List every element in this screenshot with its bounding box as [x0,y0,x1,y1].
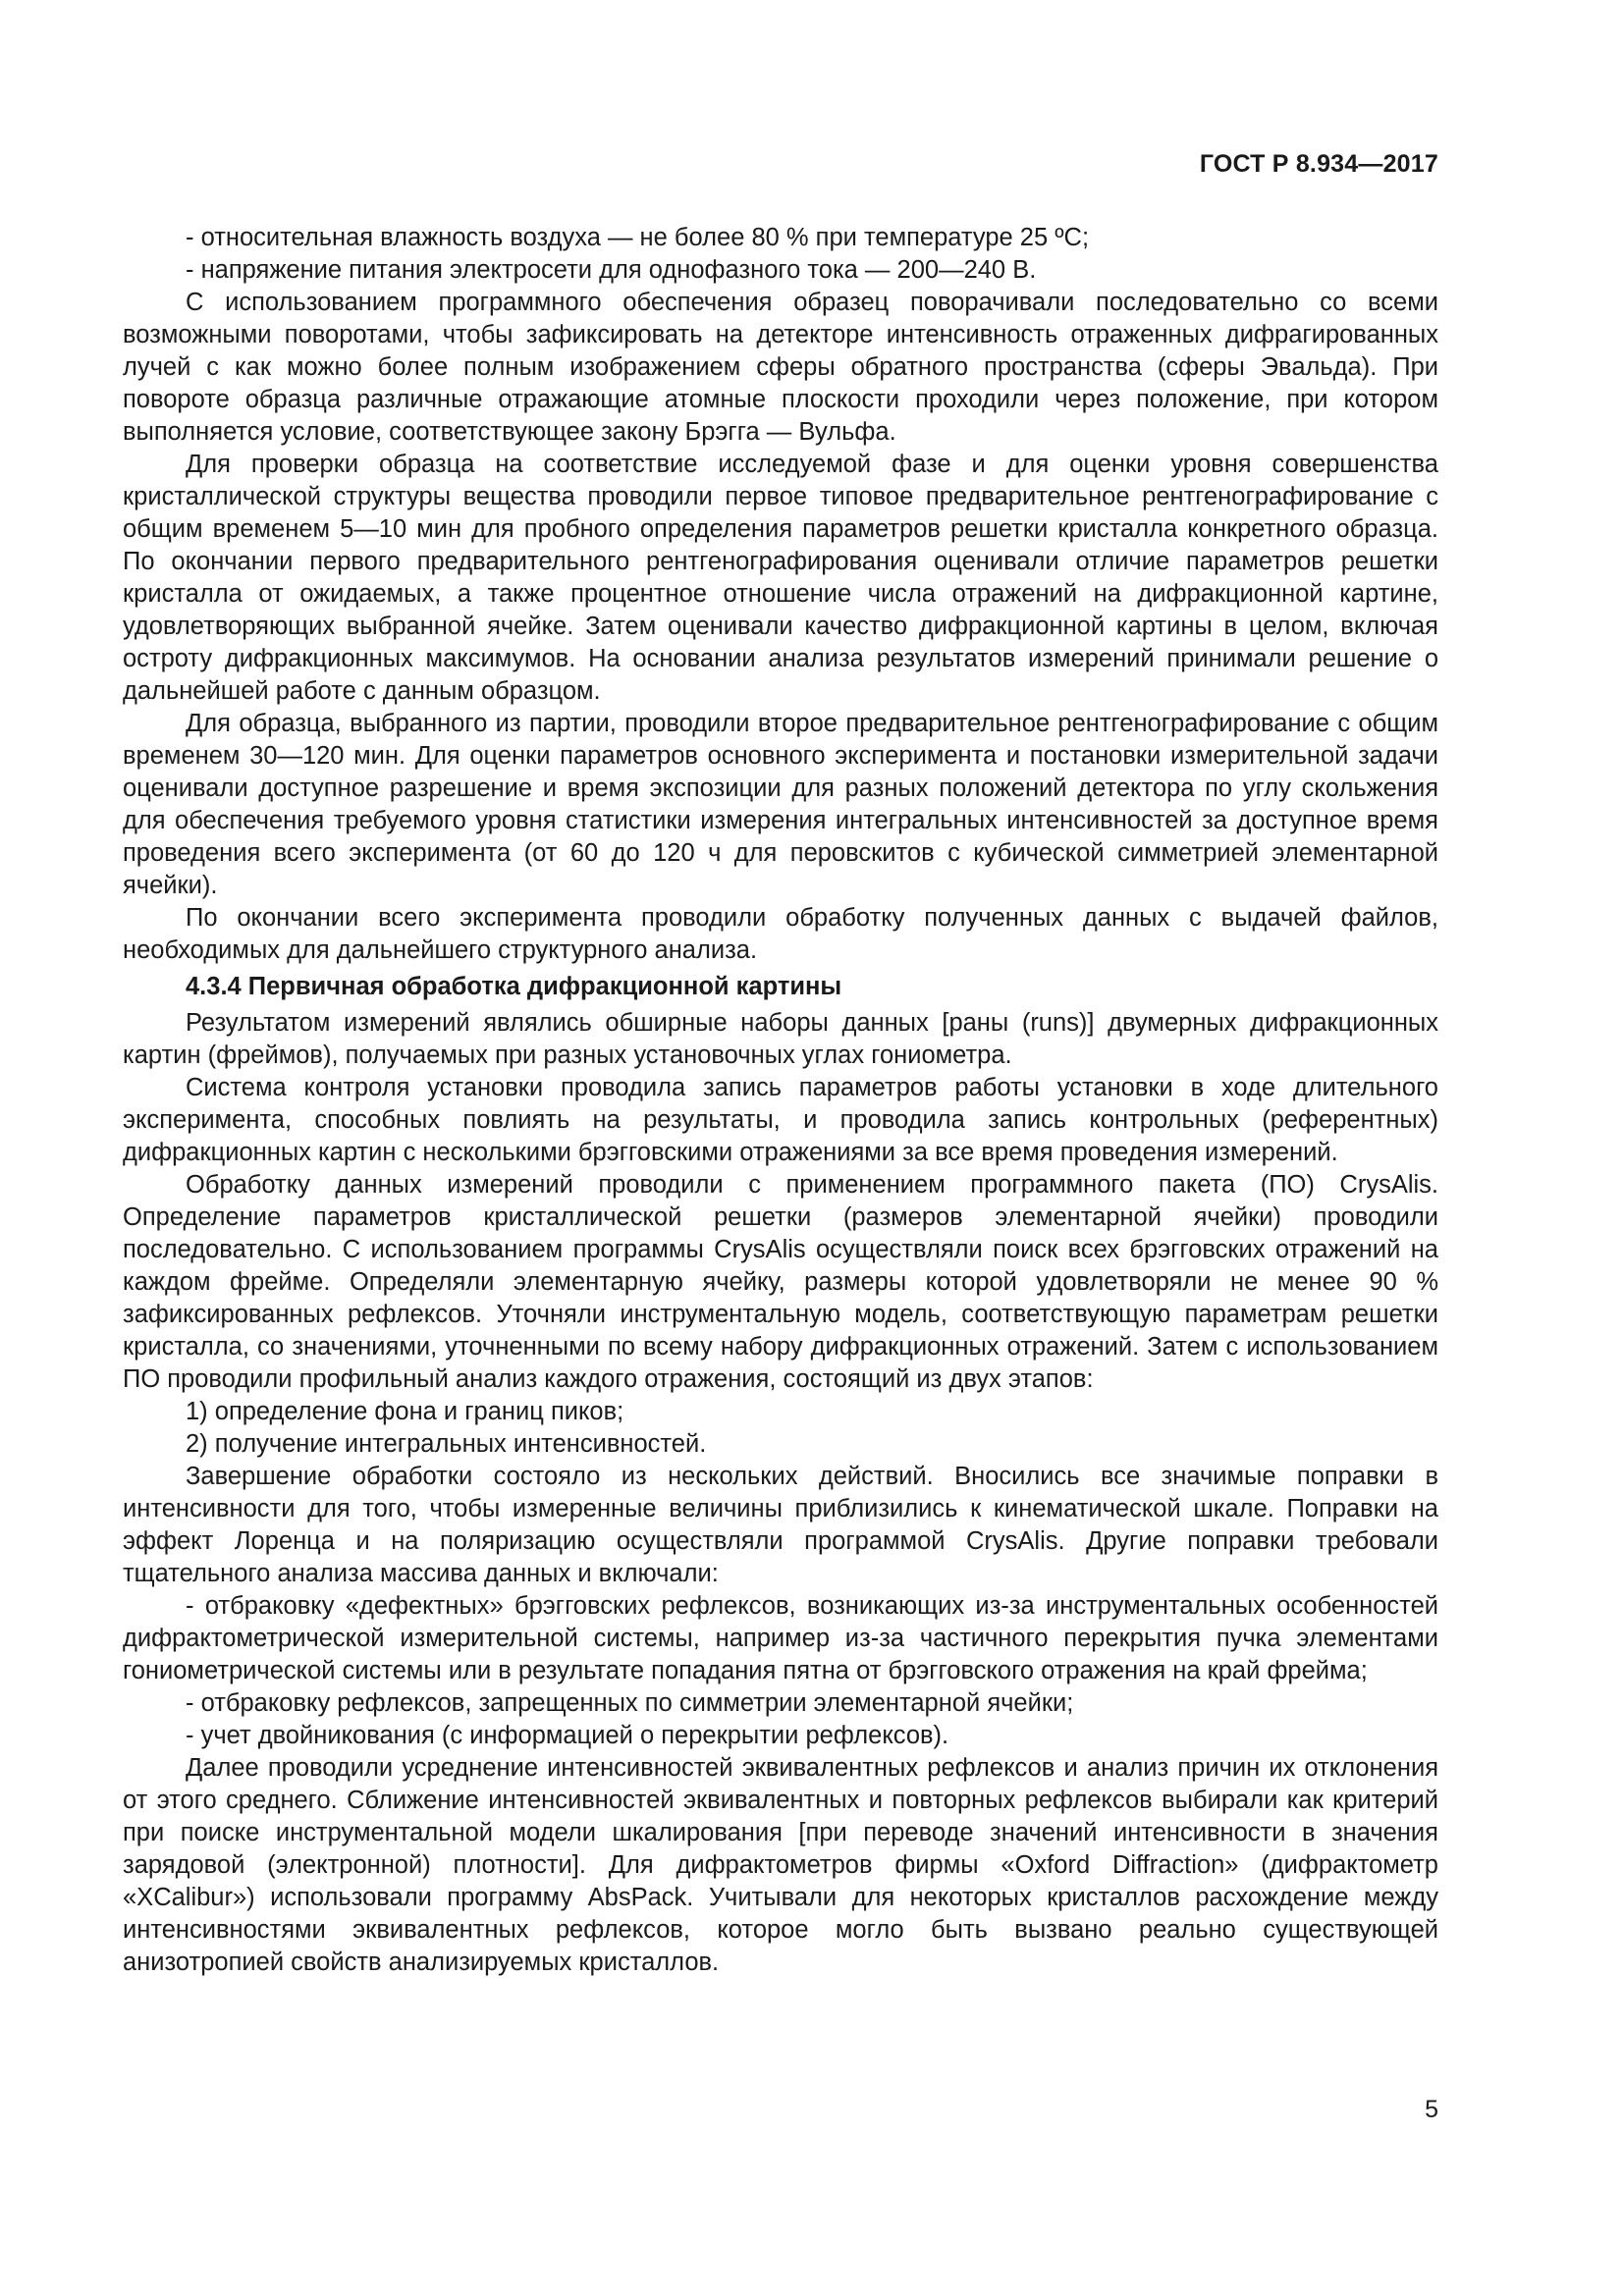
document-code: ГОСТ Р 8.934—2017 [1199,150,1438,178]
list-item-twinning: - учет двойникования (с информацией о перекрытии рефлексов). [186,1722,949,1749]
list-item-defective-reflections: - отбраковку «дефектных» брэгговских рефлексов, возникающих из-за инструментальных особенностей дифрактометрической измерительной системы, например из-за частичного перекрытия пучка элементами гониометрической системы или в результате попадания пятна от брэгговского отражения на край фрейма; [123,1592,1438,1684]
page-number: 5 [1425,2096,1438,2123]
paragraph-averaging: Далее проводили усреднение интенсивностей эквивалентных рефлексов и анализ причин их отклонения от этого среднего. Сближение интенсивностей эквивалентных и повторных рефлексов выбирали как критерий при поиске инструментальной модели шкалирования [при переводе значений интенсивности в значения зарядовой (электронной) плотности]. Для дифрактометров фирмы «Oxford Diffraction» (дифрактометр «XCalibur») использовали программу AbsPack. Учитывали для некоторых кристаллов расхождение между интенсивностями эквивалентных рефлексов, которое могло быть вызвано реально существующей анизотропией свойств анализируемых кристаллов. [123,1754,1438,1976]
list-item-humidity: - относительная влажность воздуха — не более 80 % при температуре 25 ºС; [186,224,1090,251]
list-item-background: 1) определение фона и границ пиков; [186,1398,624,1425]
document-body [123,222,1438,1979]
paragraph-second-radiography: Для образца, выбранного из партии, проводили второе предварительное рентгенографирование с общим временем 30—120 мин. Для оценки параметров основного эксперимента и постановки измерительной задачи оценивали доступное разрешение и время экспозиции для разных положений детектора по углу скольжения для обеспечения требуемого уровня статистики измерения интегральных интенсивностей за доступное время проведения всего эксперимента (от 60 до 120 ч для перовскитов с кубической симметрией элементарной ячейки). [123,710,1438,899]
section-heading: 4.3.4 Первичная обработка дифракционной картины [186,973,842,1000]
list-item-forbidden-reflections: - отбраковку рефлексов, запрещенных по симметрии элементарной ячейки; [186,1689,1074,1717]
paragraph-rotation: С использованием программного обеспечения образец поворачивали последовательно со всеми возможными поворотами, чтобы зафиксировать на детекторе интенсивность отраженных дифрагированных лучей с как можно более полным изображением сферы обратного пространства (сферы Эвальда). При повороте образца различные отражающие атомные плоскости проходили через положение, при котором выполняется условие, соответствующее закону Брэгга — Вульфа. [123,289,1438,446]
paragraph-runs: Результатом измерений являлись обширные наборы данных [раны (runs)] двумерных дифракционных картин (фреймов), получаемых при разных установочных углах гониометра. [123,1009,1438,1069]
paragraph-corrections: Завершение обработки состояло из нескольких действий. Вносились все значимые поправки в интенсивности для того, чтобы измеренные величины приблизились к кинематической шкале. Поправки на эффект Лоренца и на поляризацию осуществляли программой CrysAlis. Другие поправки требовали тщательного анализа массива данных и включали: [123,1463,1438,1587]
paragraph-data-processing: По окончании всего эксперимента проводили обработку полученных данных с выдачей файлов, необходимых для дальнейшего структурного анализа. [123,904,1438,964]
list-item-intensities: 2) получение интегральных интенсивностей. [186,1430,707,1458]
list-item-voltage: - напряжение питания электросети для однофазного тока — 200—240 В. [186,256,1037,284]
paragraph-first-radiography: Для проверки образца на соответствие исследуемой фазе и для оценки уровня совершенства кристаллической структуры вещества проводили первое типовое предварительное рентгенографирование с общим временем 5—10 мин для пробного определения параметров решетки кристалла конкретного образца. По окончании первого предварительного рентгенографирования оценивали отличие параметров решетки кристалла от ожидаемых, а также процентное отношение числа отражений на дифракционной картине, удовлетворяющих выбранной ячейке. Затем оценивали качество дифракционной картины в целом, включая остроту дифракционных максимумов. На основании анализа результатов измерений принимали решение о дальнейшей работе с данным образцом. [123,451,1438,705]
paragraph-control-system: Система контроля установки проводила запись параметров работы установки в ходе длительного эксперимента, способных повлиять на результаты, и проводила запись контрольных (референтных) дифракционных картин с несколькими брэгговскими отражениями за все время проведения измерений. [123,1074,1438,1166]
paragraph-crysalis: Обработку данных измерений проводили с применением программного пакета (ПО) CrysAlis. Определение параметров кристаллической решетки (размеров элементарной ячейки) проводили последовательно. С использованием программы CrysAlis осуществляли поиск всех брэгговских отражений на каждом фрейме. Определяли элементарную ячейку, размеры которой удовлетворяли не менее 90 % зафиксированных рефлексов. Уточняли инструментальную модель, соответствующую параметрам решетки кристалла, со значениями, уточненными по всему набору дифракционных отражений. Затем с использованием ПО проводили профильный анализ каждого отражения, состоящий из двух этапов: [123,1171,1438,1393]
